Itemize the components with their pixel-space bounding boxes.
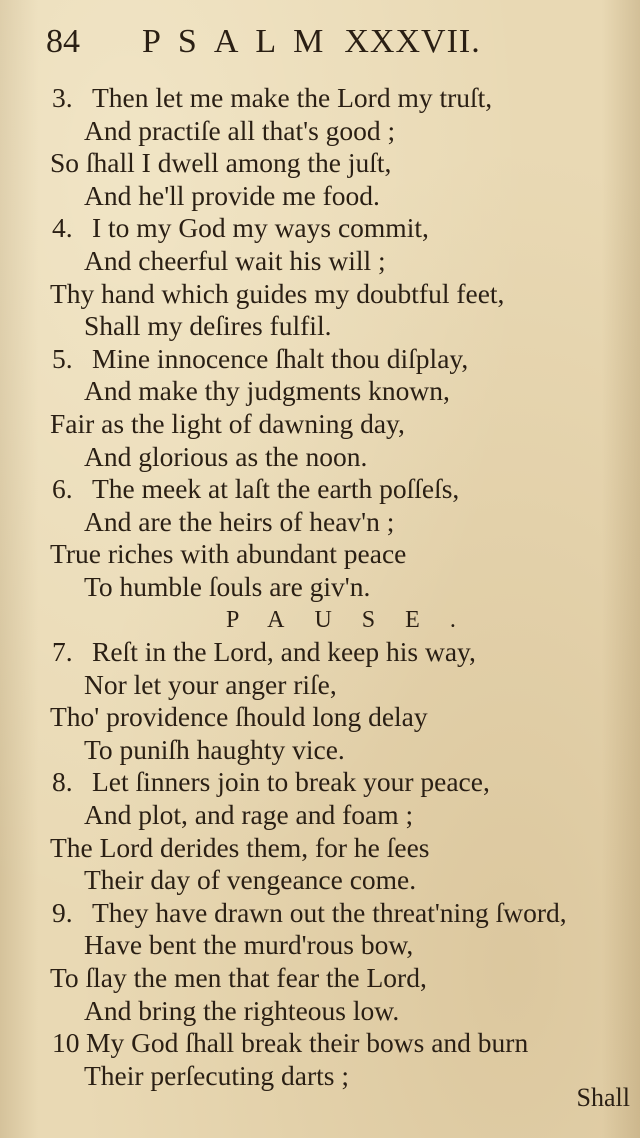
verse-line [0,832,640,865]
verse-line [0,375,640,408]
verse-line [0,636,640,669]
verse-text: And make thy judgments known, [84,375,450,407]
verse-line [0,734,640,767]
verse-text: And are the heirs of heav'n ; [84,505,395,537]
verse-line [0,408,640,441]
verse-number: 10 [52,1027,80,1059]
verse-text: And glorious as the noon. [84,440,368,472]
catchword: Shall [576,1083,630,1112]
psalm-text [0,82,640,1092]
verse-text: Then let me make the Lord my truſt, [92,82,493,113]
verse-number: 4. [52,212,73,244]
verse-line [0,180,640,213]
verse-text: To ſlay the men that fear the Lord, [50,962,427,994]
verse-text: My God ſhall break their bows and burn [86,1027,529,1059]
verse-text: Have bent the murd'rous bow, [84,929,414,961]
verse-text: To puniſh haughty vice. [84,733,345,765]
verse-line [0,571,640,604]
verse-number: 6. [52,473,73,505]
verse-line [0,506,640,539]
verse-number: 5. [52,342,73,374]
verse-line [0,799,640,832]
verse-line [0,147,640,180]
verse-text: And plot, and rage and foam ; [84,799,414,831]
verse-line [0,245,640,278]
verse-text: I to my God my ways commit, [92,212,429,244]
verse-line [0,343,640,376]
verse-text: And bring the righteous low. [84,994,400,1026]
verse-line [0,897,640,930]
verse-text: Mine innocence ſhalt thou diſplay, [92,342,469,374]
verse-line [0,669,640,702]
verse-text: The meek at laſt the earth poſſeſs, [92,473,460,505]
verse-line [0,538,640,571]
running-title [142,22,481,62]
running-title-word: PSALM [142,23,341,60]
pause-heading [0,604,640,637]
verse-number: 9. [52,896,73,928]
verse-line [0,766,640,799]
verse-line [0,995,640,1028]
verse-text: And practiſe all that's good ; [84,114,396,146]
verse-line [0,441,640,474]
verse-line [0,212,640,245]
page-header [46,22,606,62]
verse-text: Fair as the light of dawning day, [50,407,405,439]
verse-line [0,929,640,962]
verse-number: 3. [52,82,73,113]
verse-line [0,701,640,734]
verse-text: And he'll provide me food. [84,179,380,211]
verse-number: 8. [52,766,73,798]
verse-text: So ſhall I dwell among the juſt, [50,147,392,179]
verse-line [0,962,640,995]
verse-line [0,473,640,506]
verse-text: And cheerful wait his will ; [84,244,386,276]
verse-text: Let ſinners join to break your peace, [92,766,490,798]
verse-line [0,1060,640,1093]
verse-text: PAUSE. [226,606,486,633]
verse-text: Reſt in the Lord, and keep his way, [92,636,476,668]
verse-line [0,115,640,148]
verse-line [0,278,640,311]
verse-text: Their perſecuting darts ; [84,1059,349,1091]
verse-line [0,1027,640,1060]
verse-text: Shall my deſires fulfil. [84,310,332,342]
verse-text: To humble ſouls are giv'n. [84,570,371,602]
verse-number: 7. [52,636,73,668]
verse-line [0,310,640,343]
verse-text: True riches with abundant peace [50,538,407,570]
verse-line [0,864,640,897]
verse-text: Nor let your anger riſe, [84,668,337,700]
psalm-numeral: XXXVII. [344,23,481,60]
verse-text: Their day of vengeance come. [84,864,417,896]
verse-text: Thy hand which guides my doubtful feet, [50,277,505,309]
verse-line [0,82,640,115]
verse-text: Tho' providence ſhould long delay [50,701,428,733]
verse-text: They have drawn out the threat'ning ſword, [92,896,567,928]
verse-text: The Lord derides them, for he ſees [50,831,430,863]
page-number: 84 [46,23,80,60]
